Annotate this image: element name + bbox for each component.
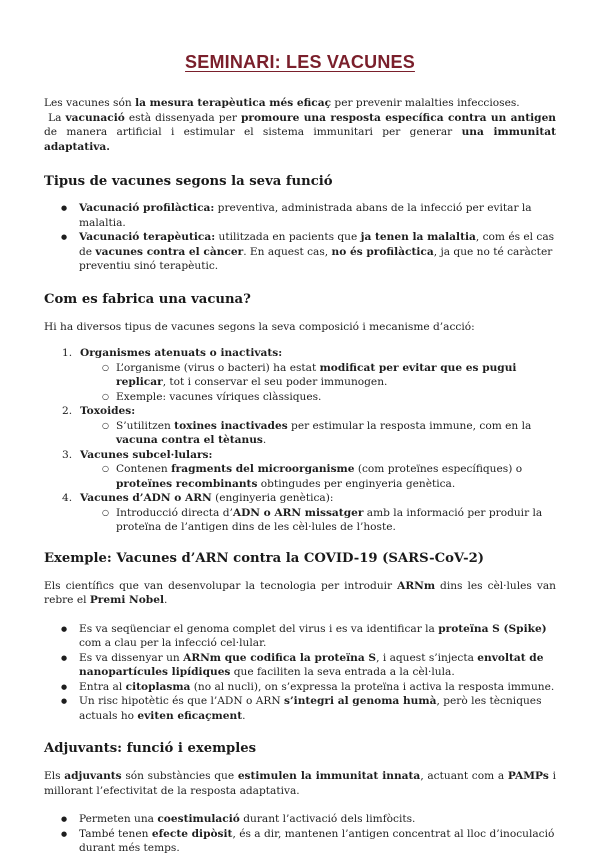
list-item: 3. Vacunes subcel·lulars:: [62, 448, 213, 461]
adjuvants-list: [44, 812, 556, 856]
section-heading-adjuvants: Adjuvants: funció i exemples: [44, 741, 257, 756]
fabrica-list: [44, 346, 556, 535]
sub-list-item: ○ Exemple: vacunes víriques clàssiques.: [44, 390, 556, 405]
list-item: ● Vacunació profilàctica: preventiva, administrada abans de la infecció per evitar la malaltia.: [44, 201, 556, 230]
page-title: SEMINARI: LES VACUNES: [185, 52, 415, 72]
intro-line-2: La vacunació està dissenyada per promoure una resposta específica contra un antigen de manera artificial i estimular el sistema immunitari per generar una immunitat adaptativa.: [44, 111, 557, 153]
sub-list-item: ○ L’organisme (virus o bacteri) ha estat modificat per evitar que es pugui replicar, tot i conservar el seu poder immunogen.: [44, 361, 556, 390]
list-item: 4. Vacunes d’ADN o ARN (enginyeria genètica):: [62, 492, 334, 504]
fabrica-intro: Hi ha diversos tipus de vacunes segons la seva composició i mecanisme d’acció:: [44, 320, 475, 333]
exemple-list: [44, 622, 556, 724]
sub-list-item: ○ Contenen fragments del microorganisme (com proteïnes específiques) o proteïnes recombinants obtingudes per enginyeria genètica.: [44, 462, 556, 491]
list-item: ● Un risc hipotètic és que l’ADN o ARN s’integri al genoma humà, però les tècniques actuals ho eviten eficaçment.: [44, 694, 556, 723]
list-item: 2. Toxoides:: [62, 405, 136, 417]
section-heading-tipus: Tipus de vacunes segons la seva funció: [44, 174, 333, 189]
list-item: ● Vacunació terapèutica: utilitzada en pacients que ja tenen la malaltia, com és el cas de vacunes contra el càncer. En aquest cas, no és profilàctica, ja que no té caràcter preventiu sinó terapèutic.: [44, 230, 556, 274]
list-item: ● Es va seqüenciar el genoma complet del virus i es va identificar la proteïna S (Spike) com a clau per la infecció cel·lular.: [44, 622, 556, 651]
sub-list-item: ○ Introducció directa d’ADN o ARN missatger amb la informació per produir la proteïna de l’antigen dins de les cèl·lules de l’hoste.: [44, 506, 556, 535]
sub-list-item: ○ S’utilitzen toxines inactivades per estimular la resposta immune, com en la vacuna contra el tètanus.: [44, 419, 556, 448]
list-item: 1. Organismes atenuats o inactivats:: [62, 347, 283, 359]
section-heading-fabrica: Com es fabrica una vacuna?: [44, 291, 251, 307]
list-item: ● Entra al citoplasma (no al nucli), on s’expressa la proteïna i activa la resposta immune.: [44, 680, 556, 695]
tipus-list: [44, 201, 556, 274]
section-heading-exemple: Exemple: Vacunes d’ARN contra la COVID-19 (SARS-CoV-2): [44, 550, 485, 566]
intro-line-1: Les vacunes són la mesura terapèutica més eficaç per prevenir malalties infeccioses.: [44, 97, 520, 109]
adjuvants-paragraph: Els adjuvants són substàncies que estimulen la immunitat innata, actuant com a PAMPs i millorant l’efectivitat de la resposta adaptativa.: [44, 770, 556, 797]
list-item: ● Es va dissenyar un ARNm que codifica la proteïna S, i aquest s’injecta envoltat de nanopartícules lipídiques que faciliten la seva entrada a la cèl·lula.: [44, 651, 556, 680]
exemple-paragraph: Els científics que van desenvolupar la tecnologia per introduir ARNm dins les cèl·lules van rebre el Premi Nobel.: [44, 579, 556, 606]
list-item: ● Permeten una coestimulació durant l’activació dels limfòcits.: [44, 812, 556, 827]
list-item: ● També tenen efecte dipòsit, és a dir, mantenen l’antigen concentrat al lloc d’inoculació durant més temps.: [44, 827, 556, 856]
